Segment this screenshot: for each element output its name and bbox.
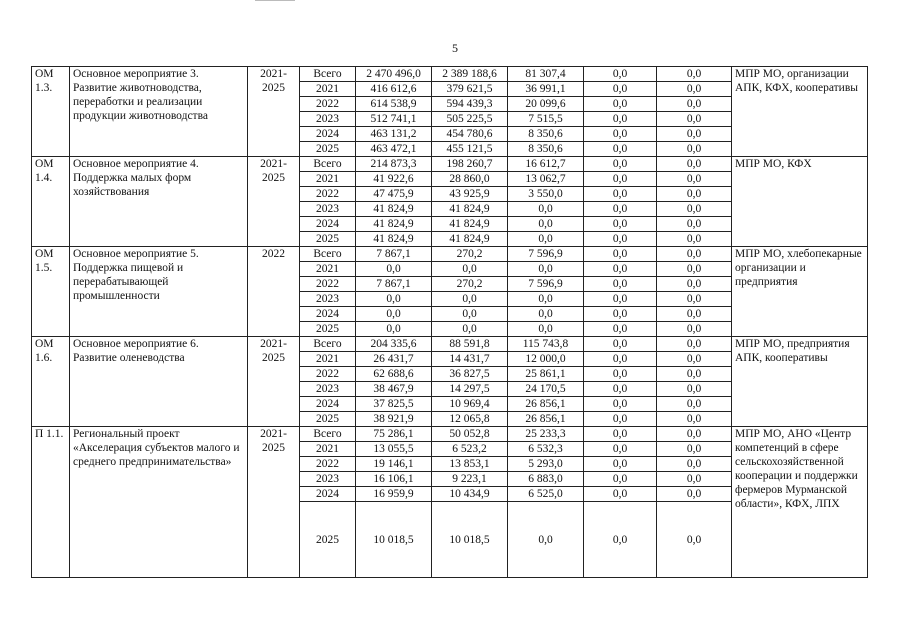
amount-cell: 24 170,5 — [508, 382, 584, 397]
total-cell: 41 824,9 — [356, 217, 432, 232]
year-cell: 2025 — [300, 232, 356, 247]
table-row — [32, 427, 868, 442]
total-cell: 26 431,7 — [356, 352, 432, 367]
amount-cell: 20 099,6 — [508, 97, 584, 112]
year-cell: 2023 — [300, 112, 356, 127]
measure-period: 2022 — [248, 247, 300, 337]
year-cell: Всего — [300, 427, 356, 442]
amount-cell: 26 856,1 — [508, 397, 584, 412]
amount-cell: 7 596,9 — [508, 247, 584, 262]
amount-cell: 8 350,6 — [508, 142, 584, 157]
amount-cell: 0,0 — [657, 322, 732, 337]
amount-cell: 6 883,0 — [508, 472, 584, 487]
amount-cell: 16 612,7 — [508, 157, 584, 172]
amount-cell: 10 434,9 — [432, 487, 508, 502]
amount-cell: 0,0 — [657, 82, 732, 97]
amount-cell: 0,0 — [657, 412, 732, 427]
amount-cell: 0,0 — [657, 112, 732, 127]
total-cell: 614 538,9 — [356, 97, 432, 112]
year-cell: 2022 — [300, 277, 356, 292]
amount-cell: 50 052,8 — [432, 427, 508, 442]
year-cell: 2024 — [300, 127, 356, 142]
year-cell: 2024 — [300, 487, 356, 502]
year-cell: 2021 — [300, 172, 356, 187]
amount-cell: 0,0 — [657, 187, 732, 202]
measure-name: Основное мероприятие 4. Поддержка малых форм хозяйствования — [70, 157, 248, 247]
amount-cell: 0,0 — [584, 382, 657, 397]
amount-cell: 9 223,1 — [432, 472, 508, 487]
table-row — [32, 247, 868, 262]
amount-cell: 0,0 — [657, 232, 732, 247]
amount-cell: 0,0 — [584, 202, 657, 217]
amount-cell: 0,0 — [657, 247, 732, 262]
total-cell: 16 106,1 — [356, 472, 432, 487]
amount-cell: 0,0 — [584, 217, 657, 232]
amount-cell: 0,0 — [584, 187, 657, 202]
total-cell: 0,0 — [356, 307, 432, 322]
amount-cell: 0,0 — [584, 307, 657, 322]
year-cell: 2022 — [300, 367, 356, 382]
year-cell: Всего — [300, 157, 356, 172]
amount-cell: 0,0 — [657, 397, 732, 412]
executor-cell: МПР МО, КФХ — [732, 157, 868, 247]
measure-period: 2021-2025 — [248, 427, 300, 578]
amount-cell: 0,0 — [657, 337, 732, 352]
amount-cell: 0,0 — [584, 172, 657, 187]
year-cell: 2021 — [300, 82, 356, 97]
amount-cell: 43 925,9 — [432, 187, 508, 202]
total-cell: 512 741,1 — [356, 112, 432, 127]
total-cell: 416 612,6 — [356, 82, 432, 97]
amount-cell: 0,0 — [584, 292, 657, 307]
amount-cell: 10 969,4 — [432, 397, 508, 412]
amount-cell: 8 350,6 — [508, 127, 584, 142]
year-cell: 2023 — [300, 472, 356, 487]
amount-cell: 0,0 — [584, 247, 657, 262]
amount-cell: 270,2 — [432, 277, 508, 292]
measure-name: Основное мероприятие 6. Развитие оленеводства — [70, 337, 248, 427]
measure-period: 2021-2025 — [248, 157, 300, 247]
total-cell: 41 824,9 — [356, 202, 432, 217]
amount-cell: 14 431,7 — [432, 352, 508, 367]
amount-cell: 0,0 — [657, 382, 732, 397]
amount-cell: 41 824,9 — [432, 232, 508, 247]
amount-cell: 505 225,5 — [432, 112, 508, 127]
year-cell: Всего — [300, 337, 356, 352]
amount-cell: 0,0 — [432, 262, 508, 277]
measure-code: ОМ 1.4. — [32, 157, 70, 247]
total-cell: 463 472,1 — [356, 142, 432, 157]
total-cell: 19 146,1 — [356, 457, 432, 472]
amount-cell: 7 596,9 — [508, 277, 584, 292]
amount-cell: 0,0 — [584, 502, 657, 578]
amount-cell: 41 824,9 — [432, 217, 508, 232]
year-cell: Всего — [300, 67, 356, 82]
amount-cell: 36 827,5 — [432, 367, 508, 382]
year-cell: 2025 — [300, 412, 356, 427]
total-cell: 7 867,1 — [356, 247, 432, 262]
year-cell: 2021 — [300, 442, 356, 457]
amount-cell: 454 780,6 — [432, 127, 508, 142]
amount-cell: 379 621,5 — [432, 82, 508, 97]
amount-cell: 115 743,8 — [508, 337, 584, 352]
total-cell: 38 921,9 — [356, 412, 432, 427]
total-cell: 13 055,5 — [356, 442, 432, 457]
amount-cell: 41 824,9 — [432, 202, 508, 217]
total-cell: 41 824,9 — [356, 232, 432, 247]
table-row — [32, 67, 868, 82]
amount-cell: 0,0 — [508, 217, 584, 232]
year-cell: 2024 — [300, 397, 356, 412]
amount-cell: 10 018,5 — [432, 502, 508, 578]
amount-cell: 0,0 — [657, 217, 732, 232]
year-cell: 2025 — [300, 502, 356, 578]
amount-cell: 88 591,8 — [432, 337, 508, 352]
amount-cell: 13 062,7 — [508, 172, 584, 187]
total-cell: 0,0 — [356, 292, 432, 307]
amount-cell: 6 532,3 — [508, 442, 584, 457]
amount-cell: 0,0 — [584, 97, 657, 112]
total-cell: 41 922,6 — [356, 172, 432, 187]
amount-cell: 0,0 — [657, 487, 732, 502]
year-cell: 2022 — [300, 97, 356, 112]
year-cell: 2024 — [300, 217, 356, 232]
amount-cell: 0,0 — [508, 502, 584, 578]
amount-cell: 0,0 — [584, 397, 657, 412]
amount-cell: 25 233,3 — [508, 427, 584, 442]
amount-cell: 0,0 — [584, 487, 657, 502]
amount-cell: 3 550,0 — [508, 187, 584, 202]
amount-cell: 0,0 — [584, 67, 657, 82]
amount-cell: 0,0 — [584, 232, 657, 247]
executor-cell: МПР МО, хлебопекарные организации и предприятия — [732, 247, 868, 337]
amount-cell: 0,0 — [657, 292, 732, 307]
amount-cell: 0,0 — [657, 307, 732, 322]
amount-cell: 0,0 — [508, 262, 584, 277]
total-cell: 2 470 496,0 — [356, 67, 432, 82]
amount-cell: 12 065,8 — [432, 412, 508, 427]
amount-cell: 0,0 — [657, 472, 732, 487]
amount-cell: 0,0 — [584, 367, 657, 382]
amount-cell: 0,0 — [657, 367, 732, 382]
total-cell: 214 873,3 — [356, 157, 432, 172]
amount-cell: 0,0 — [508, 307, 584, 322]
amount-cell: 0,0 — [432, 322, 508, 337]
measure-name: Основное мероприятие 3. Развитие животноводства, переработки и реализации продукции животноводства — [70, 67, 248, 157]
total-cell: 0,0 — [356, 262, 432, 277]
amount-cell: 0,0 — [657, 262, 732, 277]
table-row — [32, 157, 868, 172]
total-cell: 75 286,1 — [356, 427, 432, 442]
amount-cell: 0,0 — [657, 202, 732, 217]
amount-cell: 6 523,2 — [432, 442, 508, 457]
measure-code: ОМ 1.6. — [32, 337, 70, 427]
amount-cell: 0,0 — [584, 412, 657, 427]
year-cell: 2025 — [300, 142, 356, 157]
amount-cell: 0,0 — [657, 127, 732, 142]
amount-cell: 2 389 188,6 — [432, 67, 508, 82]
amount-cell: 0,0 — [432, 292, 508, 307]
amount-cell: 0,0 — [508, 202, 584, 217]
measure-name: Региональный проект «Акселерация субъектов малого и среднего предпринимательства» — [70, 427, 248, 578]
year-cell: 2023 — [300, 292, 356, 307]
amount-cell: 0,0 — [584, 442, 657, 457]
amount-cell: 0,0 — [657, 427, 732, 442]
page-number: 5 — [452, 41, 458, 55]
amount-cell: 0,0 — [657, 157, 732, 172]
amount-cell: 12 000,0 — [508, 352, 584, 367]
year-cell: 2021 — [300, 352, 356, 367]
year-cell: Всего — [300, 247, 356, 262]
table-body — [32, 67, 868, 578]
scan-artifact-line — [255, 0, 295, 1]
total-cell: 47 475,9 — [356, 187, 432, 202]
measure-code: ОМ 1.3. — [32, 67, 70, 157]
measure-period: 2021-2025 — [248, 67, 300, 157]
amount-cell: 0,0 — [657, 67, 732, 82]
amount-cell: 26 856,1 — [508, 412, 584, 427]
amount-cell: 0,0 — [584, 472, 657, 487]
amount-cell: 36 991,1 — [508, 82, 584, 97]
amount-cell: 25 861,1 — [508, 367, 584, 382]
amount-cell: 0,0 — [584, 322, 657, 337]
amount-cell: 0,0 — [432, 307, 508, 322]
amount-cell: 81 307,4 — [508, 67, 584, 82]
executor-cell: МПР МО, организации АПК, КФХ, кооперативы — [732, 67, 868, 157]
measure-name: Основное мероприятие 5. Поддержка пищевой и перерабатывающей промышленности — [70, 247, 248, 337]
amount-cell: 198 260,7 — [432, 157, 508, 172]
amount-cell: 28 860,0 — [432, 172, 508, 187]
measure-code: ОМ 1.5. — [32, 247, 70, 337]
measure-code: П 1.1. — [32, 427, 70, 578]
amount-cell: 0,0 — [584, 352, 657, 367]
amount-cell: 0,0 — [584, 142, 657, 157]
year-cell: 2023 — [300, 202, 356, 217]
amount-cell: 0,0 — [584, 157, 657, 172]
amount-cell: 0,0 — [657, 277, 732, 292]
amount-cell: 0,0 — [657, 502, 732, 578]
amount-cell: 0,0 — [657, 142, 732, 157]
year-cell: 2022 — [300, 457, 356, 472]
total-cell: 204 335,6 — [356, 337, 432, 352]
total-cell: 0,0 — [356, 322, 432, 337]
amount-cell: 7 515,5 — [508, 112, 584, 127]
amount-cell: 0,0 — [657, 172, 732, 187]
total-cell: 10 018,5 — [356, 502, 432, 578]
amount-cell: 0,0 — [584, 82, 657, 97]
amount-cell: 13 853,1 — [432, 457, 508, 472]
year-cell: 2025 — [300, 322, 356, 337]
amount-cell: 0,0 — [657, 97, 732, 112]
amount-cell: 0,0 — [584, 277, 657, 292]
executor-cell: МПР МО, предприятия АПК, кооперативы — [732, 337, 868, 427]
program-table — [31, 66, 868, 578]
year-cell: 2024 — [300, 307, 356, 322]
amount-cell: 0,0 — [508, 292, 584, 307]
total-cell: 16 959,9 — [356, 487, 432, 502]
table-row — [32, 337, 868, 352]
amount-cell: 0,0 — [508, 232, 584, 247]
amount-cell: 0,0 — [584, 427, 657, 442]
year-cell: 2021 — [300, 262, 356, 277]
amount-cell: 5 293,0 — [508, 457, 584, 472]
year-cell: 2023 — [300, 382, 356, 397]
amount-cell: 0,0 — [657, 352, 732, 367]
amount-cell: 0,0 — [508, 322, 584, 337]
total-cell: 37 825,5 — [356, 397, 432, 412]
amount-cell: 0,0 — [584, 457, 657, 472]
amount-cell: 0,0 — [657, 442, 732, 457]
amount-cell: 14 297,5 — [432, 382, 508, 397]
year-cell: 2022 — [300, 187, 356, 202]
amount-cell: 270,2 — [432, 247, 508, 262]
total-cell: 62 688,6 — [356, 367, 432, 382]
amount-cell: 594 439,3 — [432, 97, 508, 112]
amount-cell: 0,0 — [584, 262, 657, 277]
total-cell: 38 467,9 — [356, 382, 432, 397]
amount-cell: 455 121,5 — [432, 142, 508, 157]
amount-cell: 0,0 — [584, 337, 657, 352]
amount-cell: 0,0 — [657, 457, 732, 472]
measure-period: 2021-2025 — [248, 337, 300, 427]
amount-cell: 6 525,0 — [508, 487, 584, 502]
amount-cell: 0,0 — [584, 112, 657, 127]
total-cell: 7 867,1 — [356, 277, 432, 292]
executor-cell: МПР МО, АНО «Центр компетенций в сфере сельскохозяйственной кооперации и поддержки фермеров Мурманской области», КФХ, ЛПХ — [732, 427, 868, 578]
amount-cell: 0,0 — [584, 127, 657, 142]
total-cell: 463 131,2 — [356, 127, 432, 142]
